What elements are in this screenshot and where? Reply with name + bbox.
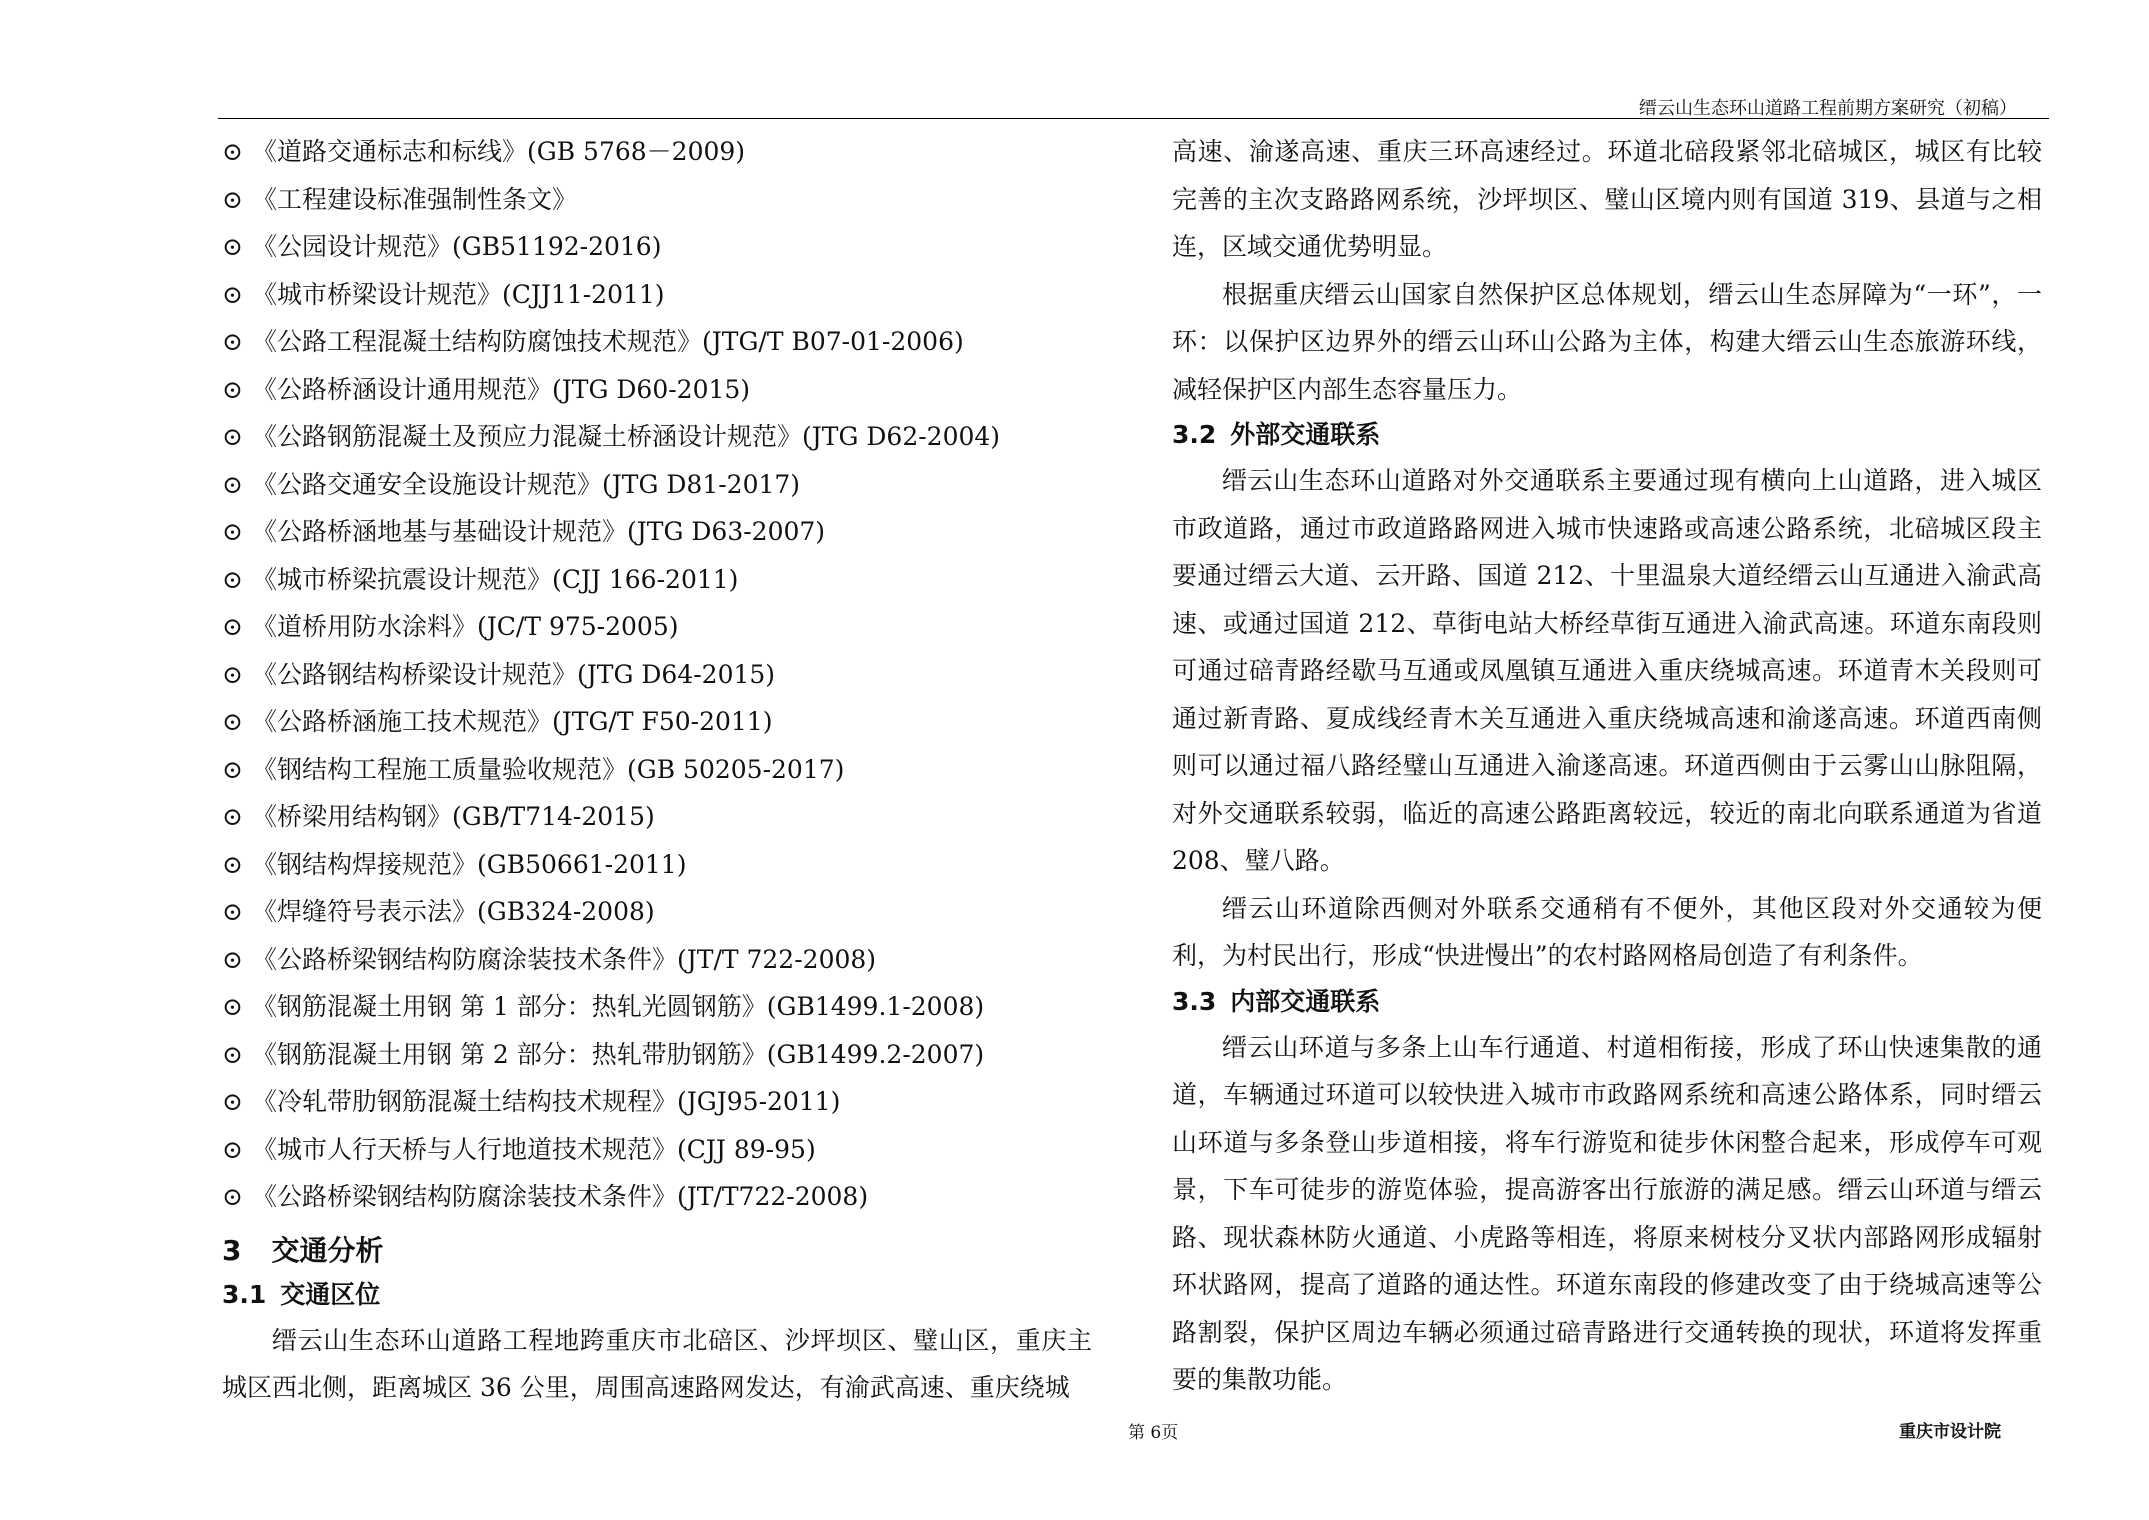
reference-item [222, 556, 1092, 604]
circle-dot-icon: ⊙ [222, 517, 243, 546]
reference-item [222, 793, 1092, 841]
circle-dot-icon: ⊙ [222, 279, 243, 309]
reference-item [222, 746, 1092, 794]
section-number: 3 [222, 1233, 242, 1267]
section-number: 3.2 [1172, 420, 1217, 449]
reference-text: 《道路交通标志和标线》(GB 5768－2009) [252, 137, 746, 166]
organization-name: 重庆市设计院 [1899, 1422, 2001, 1442]
reference-text: 《公路桥涵施工技术规范》(JTG/T F50-2011) [252, 707, 773, 736]
section-title: 交通区位 [280, 1279, 381, 1309]
section-3-1-heading [222, 1273, 1092, 1317]
circle-dot-icon: ⊙ [222, 754, 243, 784]
reference-item [222, 936, 1092, 984]
circle-dot-icon: ⊙ [222, 1087, 243, 1116]
reference-item [222, 271, 1092, 319]
reference-text: 《公路桥梁钢结构防腐涂装技术条件》(JT/T 722-2008) [252, 944, 877, 974]
circle-dot-icon: ⊙ [222, 374, 243, 404]
reference-text: 《焊缝符号表示法》(GB324-2008) [252, 897, 655, 926]
reference-text: 《钢结构焊接规范》(GB50661-2011) [252, 849, 687, 879]
reference-item [222, 223, 1092, 271]
paragraph: 缙云山生态环山道路工程地跨重庆市北碚区、沙坪坝区、璧山区，重庆主城区西北侧，距离城区 36 公里，周围高速路网发达，有渝武高速、重庆绕城 [222, 1325, 1092, 1402]
reference-text: 《城市人行天桥与人行地道技术规范》(CJJ 89-95) [252, 1134, 816, 1164]
reference-text: 《道桥用防水涂料》(JC/T 975-2005) [252, 612, 679, 641]
section-title: 交通分析 [271, 1233, 384, 1267]
reference-text: 《公路钢结构桥梁设计规范》(JTG D64-2015) [252, 659, 776, 689]
paragraph: 缙云山环道除西侧对外联系交通稍有不便外，其他区段对外交通较为便利，为村民出行，形成“快进慢出”的农村路网格局创造了有利条件。 [1172, 893, 2042, 970]
reference-item [222, 176, 1092, 224]
right-column [1172, 128, 2042, 1404]
paragraph: 缙云山生态环山道路对外交通联系主要通过现有横向上山道路，进入城区市政道路，通过市政道路路网进入城市快速路或高速公路系统，北碚城区段主要通过缙云大道、云开路、国道 212、十里温泉大道经缙云山互通进入渝武高速、或通过国道 212、草街电站大桥经草街互通进入渝武高速。环道东南段则可通过碚青路经歇马互通或凤凰镇互通进入重庆绕城高速。环道青木关段则可通过新青路、夏成线经青木关互通进入重庆绕城高速和渝遂高速。环道西南侧则可以通过福八路经璧山互通进入渝遂高速。环道西侧由于云雾山山脉阻隔，对外交通联系较弱，临近的高速公路距离较远，较近的南北向联系通道为省道 208、璧八路。 [1172, 466, 2042, 875]
reference-text: 《公路桥涵地基与基础设计规范》(JTG D63-2007) [252, 517, 826, 546]
reference-text: 《钢筋混凝土用钢 第 2 部分：热轧带肋钢筋》(GB1499.2-2007) [252, 1039, 985, 1069]
circle-dot-icon: ⊙ [222, 137, 243, 166]
reference-text: 《冷轧带肋钢筋混凝土结构技术规程》(JGJ95-2011) [252, 1087, 841, 1116]
reference-item [222, 508, 1092, 556]
reference-text: 《公路桥涵设计通用规范》(JTG D60-2015) [252, 374, 751, 404]
reference-item [222, 366, 1092, 414]
left-column [222, 128, 1092, 1412]
section-number: 3.1 [222, 1279, 267, 1309]
reference-text: 《公路桥梁钢结构防腐涂装技术条件》(JT/T722-2008) [252, 1182, 869, 1211]
paragraph-continued: 高速、渝遂高速、重庆三环高速经过。环道北碚段紧邻北碚城区，城区有比较完善的主次支路路网系统，沙坪坝区、璧山区境内则有国道 319、县道与之相连，区域交通优势明显。 [1172, 137, 2042, 261]
circle-dot-icon: ⊙ [222, 612, 243, 641]
circle-dot-icon: ⊙ [222, 469, 243, 499]
reference-item [222, 983, 1092, 1031]
circle-dot-icon: ⊙ [222, 564, 243, 594]
section-3-heading [222, 1229, 1092, 1273]
reference-item [222, 888, 1092, 936]
reference-text: 《公路交通安全设施设计规范》(JTG D81-2017) [252, 469, 801, 499]
reference-item [222, 1173, 1092, 1221]
circle-dot-icon: ⊙ [222, 659, 243, 689]
section-3-3-heading [1172, 980, 2042, 1024]
paragraph: 缙云山环道与多条上山车行通道、村道相衔接，形成了环山快速集散的通道，车辆通过环道可以较快进入城市市政路网系统和高速公路体系，同时缙云山环道与多条登山步道相接，将车行游览和徒步休闲整合起来，形成停车可观景，下车可徒步的游览体验，提高游客出行旅游的满足感。缙云山环道与缙云路、现状森林防火通道、小虎路等相连，将原来树枝分叉状内部路网形成辐射环状路网，提高了道路的通达性。环道东南段的修建改变了由于绕城高速等公路割裂，保护区周边车辆必须通过碚青路进行交通转换的现状，环道将发挥重要的集散功能。 [1172, 1032, 2042, 1394]
reference-text: 《工程建设标准强制性条文》 [252, 184, 578, 214]
circle-dot-icon: ⊙ [222, 232, 243, 261]
reference-text: 《桥梁用结构钢》(GB/T714-2015) [252, 802, 655, 831]
running-header: 缙云山生态环山道路工程前期方案研究（初稿） [1639, 98, 2017, 119]
reference-text: 《城市桥梁设计规范》(CJJ11-2011) [252, 279, 665, 309]
reference-item [222, 841, 1092, 889]
reference-item [222, 461, 1092, 509]
circle-dot-icon: ⊙ [222, 897, 243, 926]
reference-item [222, 698, 1092, 746]
section-number: 3.3 [1172, 986, 1217, 1016]
reference-item [222, 603, 1092, 651]
reference-item [222, 1126, 1092, 1174]
reference-text: 《公路钢筋混凝土及预应力混凝土桥涵设计规范》(JTG D62-2004) [252, 422, 1001, 451]
reference-text: 《公园设计规范》(GB51192-2016) [252, 232, 662, 261]
header-rule [218, 118, 2049, 119]
reference-text: 《城市桥梁抗震设计规范》(CJJ 166-2011) [252, 564, 739, 594]
circle-dot-icon: ⊙ [222, 944, 243, 974]
reference-item [222, 413, 1092, 461]
circle-dot-icon: ⊙ [222, 707, 243, 736]
reference-item [222, 1031, 1092, 1079]
reference-item [222, 318, 1092, 366]
circle-dot-icon: ⊙ [222, 802, 243, 831]
reference-item [222, 651, 1092, 699]
reference-list [222, 128, 1092, 1221]
page-number: 第 6页 [1128, 1423, 1179, 1443]
reference-text: 《钢结构工程施工质量验收规范》(GB 50205-2017) [252, 754, 845, 784]
reference-text: 《公路工程混凝土结构防腐蚀技术规范》(JTG/T B07-01-2006) [252, 327, 964, 356]
section-3-2-heading [1172, 413, 2042, 457]
circle-dot-icon: ⊙ [222, 992, 243, 1021]
circle-dot-icon: ⊙ [222, 849, 243, 879]
circle-dot-icon: ⊙ [222, 184, 243, 214]
reference-item [222, 128, 1092, 176]
circle-dot-icon: ⊙ [222, 1039, 243, 1069]
reference-text: 《钢筋混凝土用钢 第 1 部分：热轧光圆钢筋》(GB1499.1-2008) [252, 992, 985, 1021]
circle-dot-icon: ⊙ [222, 422, 243, 451]
circle-dot-icon: ⊙ [222, 1134, 243, 1164]
paragraph: 根据重庆缙云山国家自然保护区总体规划，缙云山生态屏障为“一环”，一环：以保护区边界外的缙云山环山公路为主体，构建大缙云山生态旅游环线，减轻保护区内部生态容量压力。 [1172, 279, 2042, 404]
section-title: 内部交通联系 [1230, 986, 1381, 1016]
circle-dot-icon: ⊙ [222, 327, 243, 356]
reference-item [222, 1078, 1092, 1126]
section-title: 外部交通联系 [1230, 420, 1381, 449]
circle-dot-icon: ⊙ [222, 1182, 243, 1211]
